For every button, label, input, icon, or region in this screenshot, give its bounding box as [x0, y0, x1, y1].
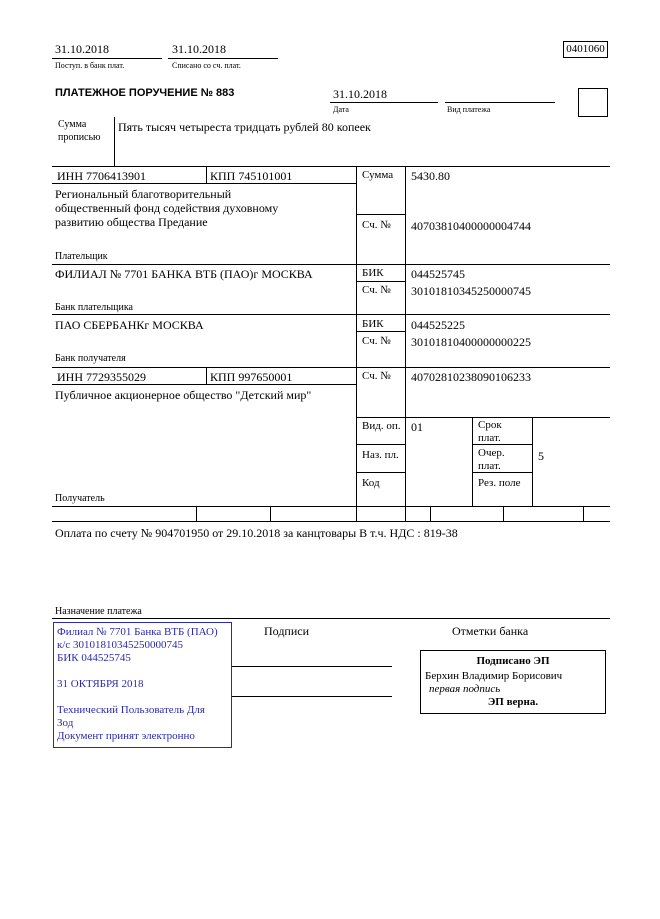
payer-account-label: Сч. №: [362, 219, 391, 231]
purpose-label: Назначение платежа: [55, 606, 142, 617]
payer-bank-name: ФИЛИАЛ № 7701 БАНКА ВТБ (ПАО)г МОСКВА: [55, 267, 313, 281]
payee-name: Публичное акционерное общество "Детский мир": [55, 388, 312, 402]
bank-marks-label: Отметки банка: [452, 624, 529, 638]
bank-stamp-line-2: к/с 30101810345250000745: [57, 639, 184, 651]
bank-stamp-line-3: БИК 044525745: [57, 652, 131, 664]
debited-date: 31.10.2018: [172, 42, 226, 56]
bank-stamp-line-8: Зод: [57, 717, 74, 729]
amount-words-label-1: Сумма: [58, 119, 87, 130]
amount-words-label-2: прописью: [58, 132, 101, 143]
vid-op-value: 01: [411, 420, 423, 434]
naz-pl-label: Наз. пл.: [362, 449, 399, 461]
payer-name-line-1: Региональный благотворительный: [55, 187, 232, 201]
received-label: Поступ. в банк плат.: [55, 61, 125, 70]
ep-role: первая подпись: [429, 683, 501, 695]
ep-signature-box: [420, 650, 606, 714]
bank-stamp-date: 31 ОКТЯБРЯ 2018: [57, 678, 144, 690]
payer-name-line-2: общественный фонд содействия духовному: [55, 201, 279, 215]
amount-words: Пять тысяч четыреста тридцать рублей 80 копеек: [118, 120, 371, 134]
vid-op-label: Вид. оп.: [362, 420, 401, 432]
signatures-label: Подписи: [264, 624, 310, 638]
document-title: ПЛАТЕЖНОЕ ПОРУЧЕНИЕ № 883: [55, 87, 235, 99]
payee-bank-corr-label: Сч. №: [362, 335, 391, 347]
bank-stamp-line-9: Документ принят электронно: [57, 730, 195, 742]
rez-pole-label: Рез. поле: [478, 477, 521, 489]
payer-bank-label: Банк плательщика: [55, 302, 133, 313]
payer-bank-bik: 044525745: [411, 267, 465, 281]
received-date: 31.10.2018: [55, 42, 109, 56]
document-date: 31.10.2018: [333, 87, 387, 101]
payee-kpp: КПП 997650001: [210, 370, 293, 384]
ep-signer: Берхин Владимир Борисович: [425, 670, 563, 682]
ocher-label-2: плат.: [478, 460, 501, 472]
payment-type-box: [578, 88, 608, 117]
ep-status: ЭП верна.: [487, 696, 539, 708]
payer-bank-corr-label: Сч. №: [362, 284, 391, 296]
srok-label-2: плат.: [478, 432, 501, 444]
kod-label: Код: [362, 477, 380, 489]
date-label: Дата: [333, 105, 349, 114]
payment-type-label: Вид платежа: [447, 105, 491, 114]
payer-bank-corr: 30101810345250000745: [411, 284, 531, 298]
bank-stamp-line-7: Технический Пользователь Для: [57, 704, 205, 716]
payer-inn: ИНН 7706413901: [57, 169, 146, 183]
ocher-value: 5: [538, 449, 544, 463]
payment-purpose: Оплата по счету № 904701950 от 29.10.2018 за канцтовары В т.ч. НДС : 819-38: [55, 526, 458, 540]
payer-label: Плательщик: [55, 251, 108, 262]
ocher-label-1: Очер.: [478, 447, 505, 459]
payer-account: 40703810400000004744: [411, 219, 531, 233]
payer-kpp: КПП 745101001: [210, 169, 293, 183]
payee-bank-corr: 30101810400000000225: [411, 335, 531, 349]
payee-account-label: Сч. №: [362, 370, 391, 382]
payee-account: 40702810238090106233: [411, 370, 531, 384]
bank-stamp-line-1: Филиал № 7701 Банка ВТБ (ПАО): [57, 626, 218, 638]
amount-label: Сумма: [362, 169, 394, 181]
payee-bank-label: Банк получателя: [55, 353, 126, 364]
payer-bank-bik-label: БИК: [362, 267, 384, 279]
srok-label-1: Срок: [478, 419, 502, 431]
bank-stamp: [53, 622, 232, 748]
payee-bank-name: ПАО СБЕРБАНКг МОСКВА: [55, 318, 204, 332]
debited-label: Списано со сч. плат.: [172, 61, 241, 70]
amount-value: 5430.80: [411, 169, 450, 183]
form-code: 0401060: [563, 41, 608, 58]
payee-bank-bik: 044525225: [411, 318, 465, 332]
payee-label: Получатель: [55, 493, 105, 504]
payer-name-line-3: развитию общества Предание: [55, 215, 208, 229]
ep-title: Подписано ЭП: [476, 655, 550, 667]
payee-bank-bik-label: БИК: [362, 318, 384, 330]
payee-inn: ИНН 7729355029: [57, 370, 146, 384]
